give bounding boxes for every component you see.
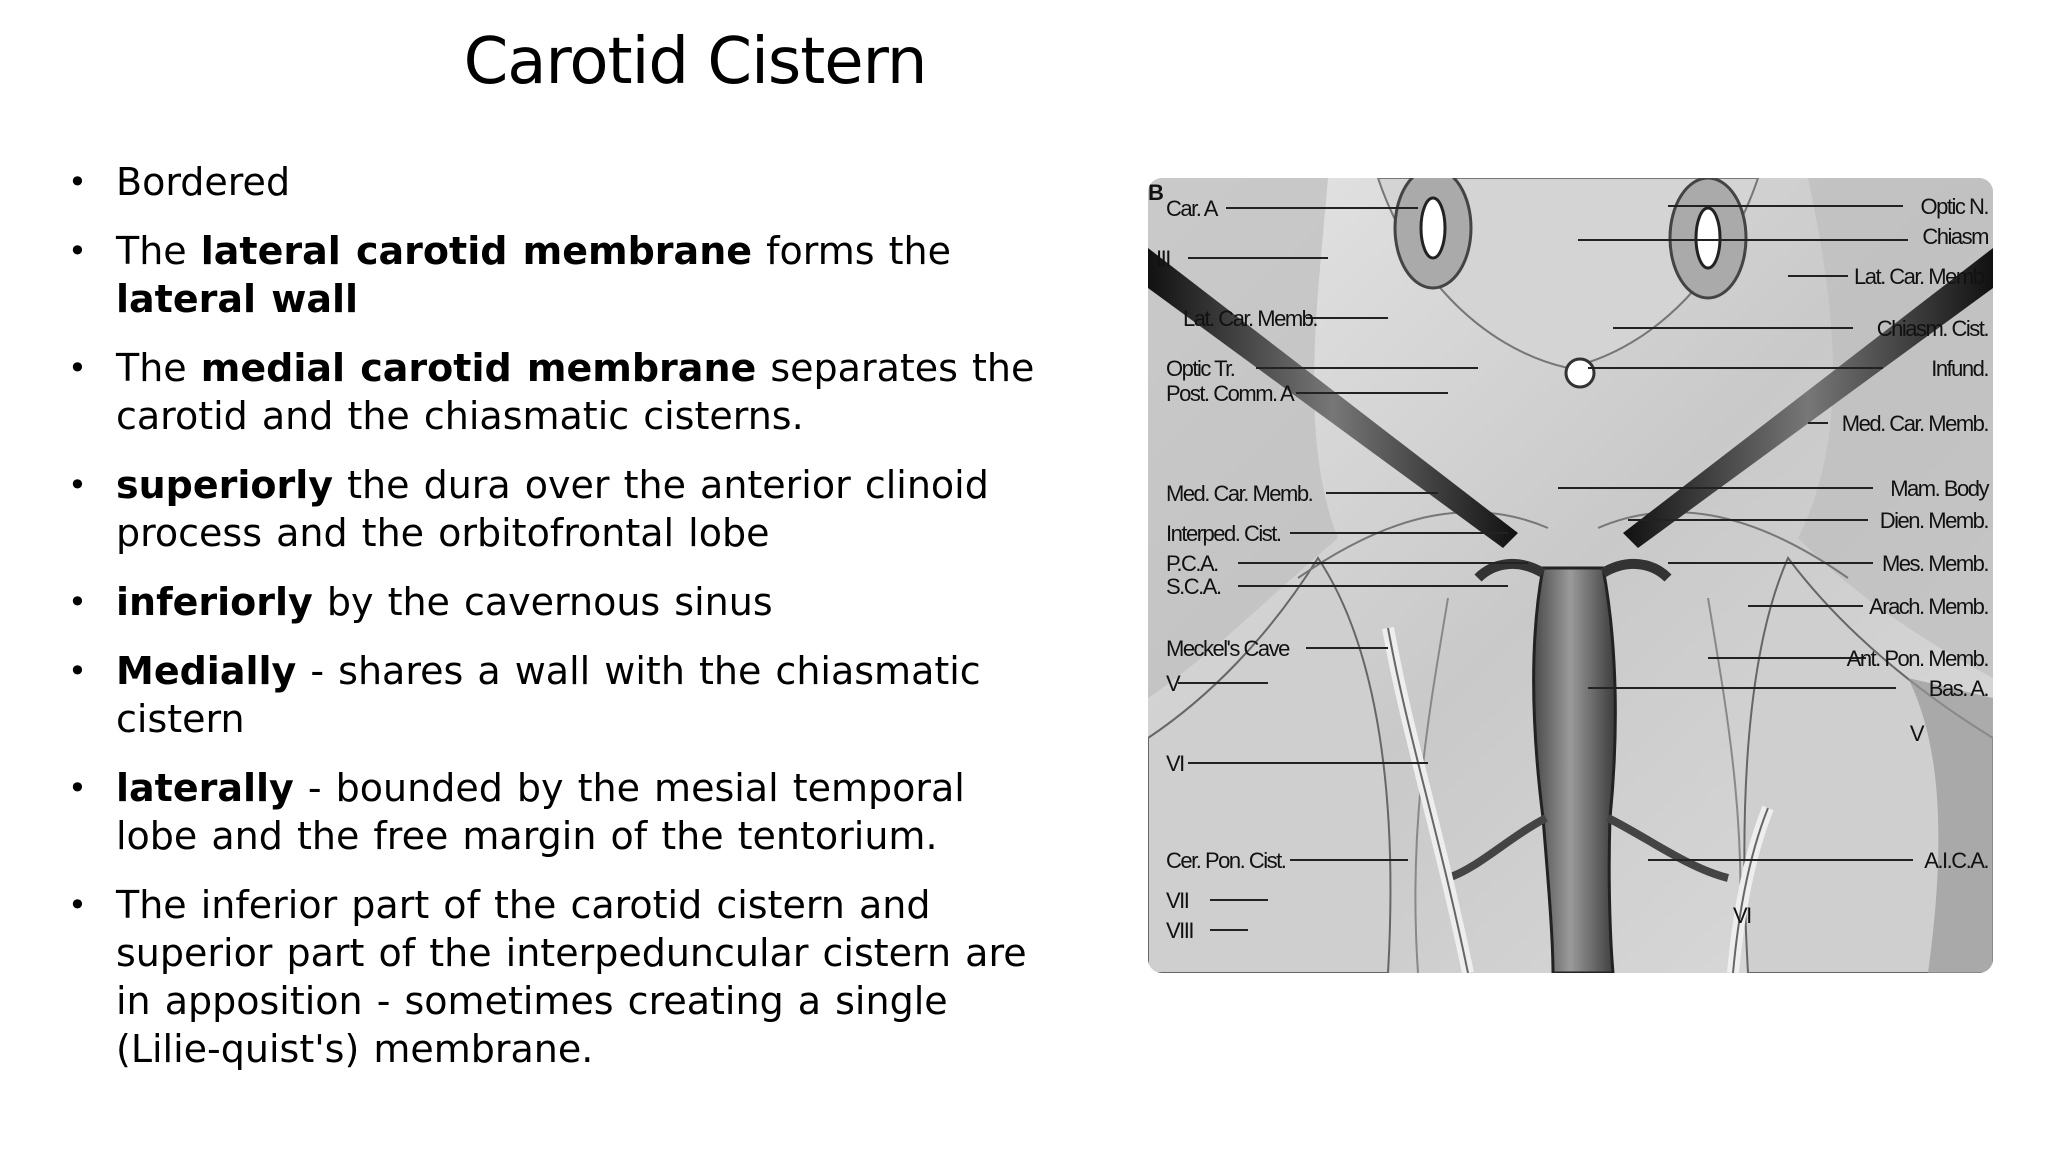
bullet-text: forms the (752, 229, 951, 273)
bullet-text: by the cavernous sinus (312, 580, 773, 624)
label-mam-body: Mam. Body (1890, 476, 1988, 501)
bullet-item (68, 158, 1058, 206)
anatomy-drawing (1148, 178, 1993, 973)
bullet-bold-text: inferiorly (116, 580, 313, 624)
slide-title: Carotid Cistern (463, 25, 927, 99)
anatomy-illustration (1148, 178, 1993, 973)
label-dien-memb: Dien. Memb. (1879, 508, 1988, 533)
label-aica: A.I.C.A. (1924, 848, 1988, 873)
bullet-item (68, 647, 1058, 743)
label-ant-pon-memb: Ant. Pon. Memb. (1846, 646, 1988, 671)
bullet-dot-icon: • (68, 769, 87, 807)
panel-letter: B (1148, 180, 1163, 205)
label-viii: VIII (1166, 918, 1194, 943)
bullet-text: the dura over the anterior clinoid process and the orbitofrontal lobe (116, 463, 989, 555)
bullet-list (68, 158, 1058, 1094)
bullet-item (68, 344, 1058, 440)
label-car-a: Car. A (1166, 196, 1217, 221)
label-arach-memb: Arach. Memb. (1869, 594, 1988, 619)
bullet-text: Bordered (116, 160, 291, 204)
label-v-right: V (1909, 721, 1923, 746)
bullet-item (68, 578, 1058, 626)
label-interped-cist: Interped. Cist. (1166, 521, 1281, 546)
bullet-text: The (116, 346, 201, 390)
bullet-item (68, 764, 1058, 860)
bullet-bold-text: superiorly (116, 463, 334, 507)
label-vi-inner: VI (1733, 903, 1751, 928)
label-chiasm: Chiasm (1922, 224, 1988, 249)
label-med-car-memb-right: Med. Car. Memb. (1841, 411, 1988, 436)
label-post-comm-a: Post. Comm. A (1166, 381, 1294, 406)
label-optic-tr: Optic Tr. (1166, 356, 1235, 381)
bullet-bold-text: laterally (116, 766, 294, 810)
label-optic-n: Optic N. (1920, 194, 1988, 219)
bullet-text: separates the carotid and the chiasmatic cisterns. (116, 346, 1035, 438)
label-mes-memb: Mes. Memb. (1881, 551, 1988, 576)
bullet-bold-text: lateral carotid membrane (200, 229, 753, 273)
bullet-text: The inferior part of the carotid cistern and superior part of the interpeduncular cistern are in apposition - sometimes creating a single (Lilie-quist's) membrane. (116, 883, 1027, 1071)
bullet-bold-text: medial carotid membrane (200, 346, 757, 390)
label-lat-car-memb: Lat. Car. Memb. (1183, 306, 1318, 331)
bullet-dot-icon: • (68, 583, 87, 621)
bullet-dot-icon: • (68, 466, 87, 504)
label-lat-car-memb-right: Lat. Car. Memb. (1853, 264, 1988, 289)
bullet-dot-icon: • (68, 232, 87, 270)
label-v-left: V (1166, 671, 1180, 696)
bullet-dot-icon: • (68, 349, 87, 387)
label-vi-left: VI (1166, 751, 1184, 776)
bullet-bold-text: lateral wall (116, 277, 359, 321)
bullet-item (68, 227, 1058, 323)
bullet-text: The (116, 229, 201, 273)
label-vii: VII (1166, 888, 1189, 913)
label-cer-pon-cist: Cer. Pon. Cist. (1166, 848, 1286, 873)
bullet-dot-icon: • (68, 886, 87, 924)
bullet-bold-text: Medially (116, 649, 297, 693)
label-pca: P.C.A. (1166, 551, 1218, 576)
bullet-item (68, 881, 1058, 1073)
label-infund: Infund. (1931, 356, 1988, 381)
label-chiasm-cist: Chiasm. Cist. (1876, 316, 1988, 341)
bullet-dot-icon: • (68, 652, 87, 690)
bullet-text: - bounded by the mesial temporal lobe and the free margin of the tentorium. (116, 766, 965, 858)
bullet-item (68, 461, 1058, 557)
label-bas-a: Bas. A. (1928, 676, 1988, 701)
label-sca: S.C.A. (1166, 574, 1221, 599)
label-med-car-memb: Med. Car. Memb. (1166, 481, 1313, 506)
label-iii: III (1156, 246, 1170, 271)
bullet-text: - shares a wall with the chiasmatic cistern (116, 649, 981, 741)
label-meckels-cave: Meckel's Cave (1166, 636, 1289, 661)
bullet-dot-icon: • (68, 163, 87, 201)
